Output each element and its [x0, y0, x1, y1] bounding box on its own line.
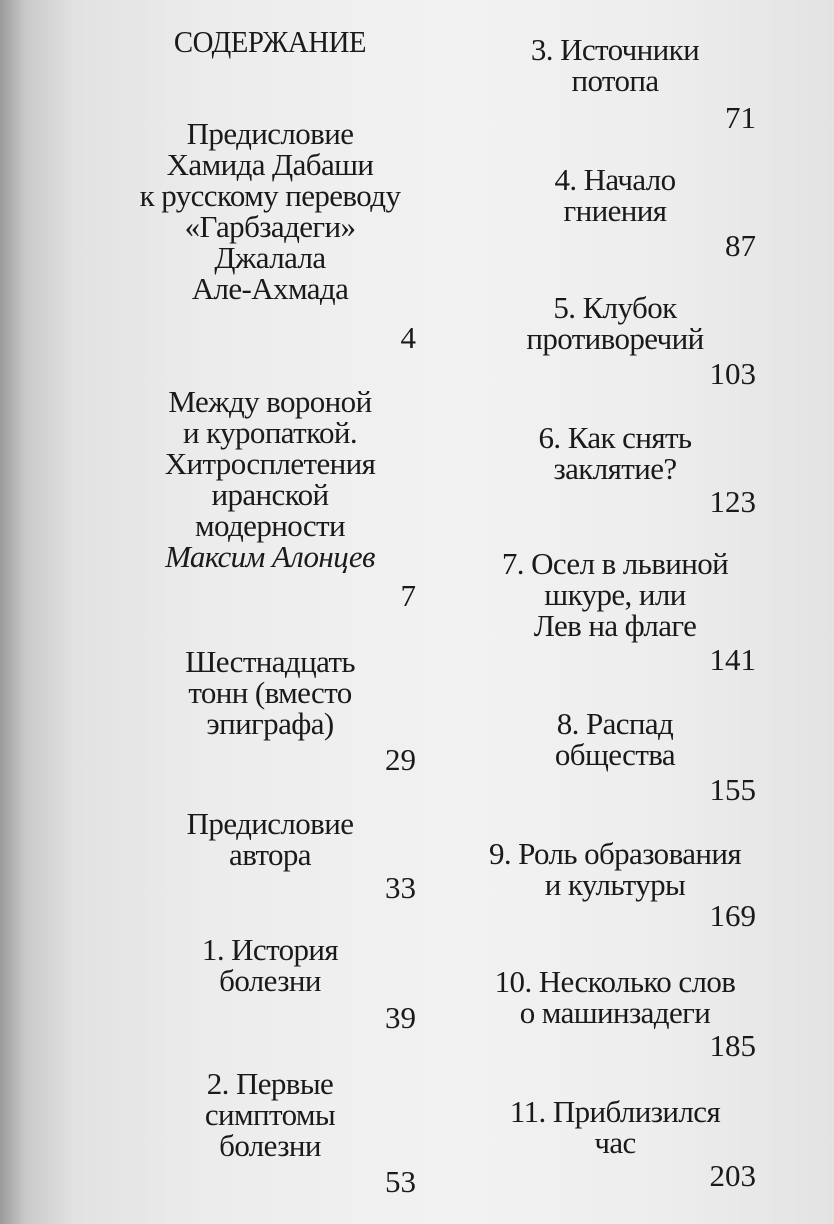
toc-entry-author: Максим Алонцев [165, 539, 375, 574]
toc-entry-title: 11. Приблизился час [509, 1094, 721, 1160]
toc-entry-page: 7 [400, 578, 416, 613]
toc-entry [460, 838, 770, 900]
toc-entry-page: 87 [725, 228, 756, 263]
toc-entry-page: 141 [709, 642, 756, 677]
toc-entry-title: 4. Начало гниения [554, 162, 676, 228]
toc-entry-page: 103 [709, 356, 756, 391]
toc-entry-page: 123 [709, 484, 756, 519]
toc-entry [120, 808, 420, 870]
toc-entry [460, 34, 770, 96]
toc-entry-title: 7. Осел в львиной шкуре, или Лев на флаге [501, 546, 729, 643]
toc-entry [460, 422, 770, 484]
toc-entry-page: 203 [709, 1158, 756, 1193]
toc-entry-title: Шестнадцать тонн (вместо эпиграфа) [185, 644, 355, 741]
toc-entry-title: 3. Источники потопа [530, 32, 700, 98]
toc-entry-page: 185 [709, 1028, 756, 1063]
toc-entry [120, 934, 420, 996]
toc-entry-page: 33 [385, 870, 416, 905]
toc-entry-title: Предисловие автора [186, 806, 354, 872]
toc-entry [120, 386, 420, 572]
toc-entry-page: 39 [385, 1000, 416, 1035]
toc-entry-page: 4 [400, 320, 416, 355]
toc-entry [120, 646, 420, 739]
toc-entry-title: Предисловие Хамида Дабаши к русскому переводу «Гарбзадеги» Джалала Але-Ахмада [139, 116, 401, 306]
toc-entry-title: 5. Клубок противоречий [526, 290, 704, 356]
toc-entry-page: 169 [709, 898, 756, 933]
toc-entry [460, 966, 770, 1028]
toc-entry-title: 8. Распад общества [554, 706, 676, 772]
toc-entry [120, 118, 420, 304]
toc-entry [120, 1068, 420, 1161]
toc-entry-title: 9. Роль образования и культуры [488, 836, 742, 902]
toc-entry-page: 53 [385, 1164, 416, 1199]
toc-entry [460, 164, 770, 226]
toc-entry-page: 29 [385, 742, 416, 777]
toc-entry-title: 2. Первые симптомы болезни [204, 1066, 336, 1163]
toc-entry [460, 548, 770, 641]
toc-entry [460, 292, 770, 354]
toc-entry-page: 155 [709, 772, 756, 807]
toc-entry-title: 10. Несколько слов о машинзадеги [494, 964, 736, 1030]
toc-entry [460, 708, 770, 770]
page-title: СОДЕРЖАНИЕ [173, 24, 367, 59]
toc-entry [460, 1096, 770, 1158]
toc-entry-title: 1. История болезни [201, 932, 339, 998]
toc-entry-title: 6. Как снять заклятие? [538, 420, 692, 486]
toc-entry-title: Между вороной и куропаткой. Хитросплетения иранской модерности [164, 384, 376, 543]
toc-entry-page: 71 [725, 100, 756, 135]
